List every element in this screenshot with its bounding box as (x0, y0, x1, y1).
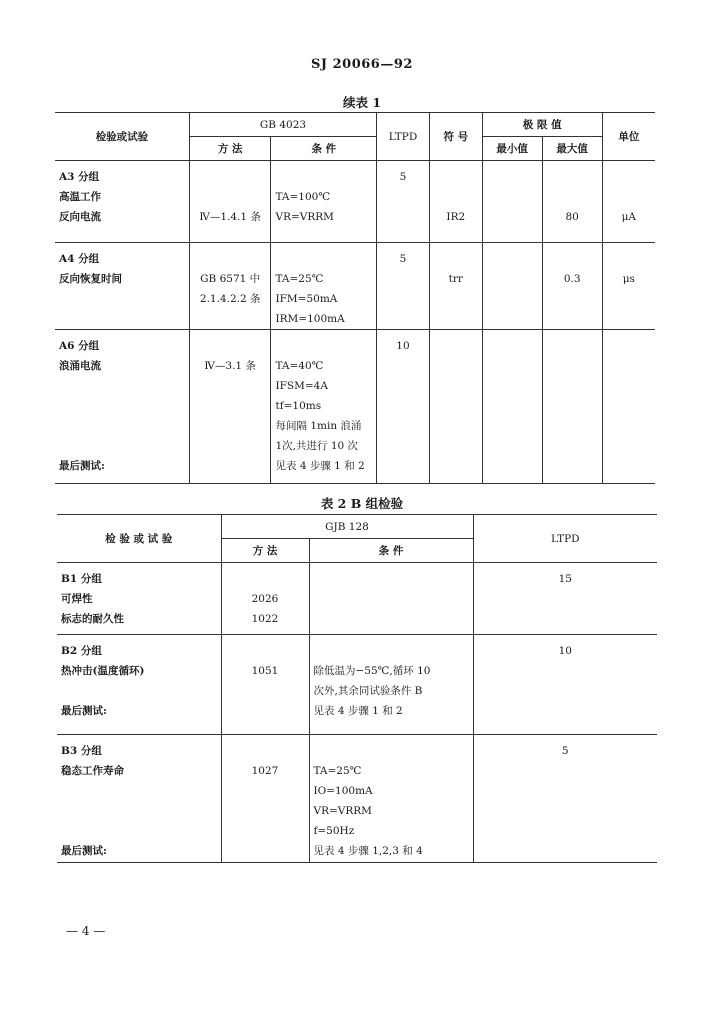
a6-min (482, 330, 542, 484)
b2-condition: 除低温为−55℃,循环 10 次外,其余同试验条件 B 见表 4 步骤 1 和 2 (309, 635, 473, 735)
b1-method: 2026 1022 (221, 563, 309, 635)
t2-row-b2 (57, 635, 657, 735)
a4-ltpd: 5 (377, 243, 430, 330)
a6-unit (602, 330, 655, 484)
a6-ltpd: 10 (377, 330, 430, 484)
a3-max: 80 (542, 161, 602, 243)
table1 (55, 112, 655, 484)
a4-method: GB 6571 中 2.1.4.2.2 条 (189, 243, 271, 330)
t1-header-unit: 单位 (602, 113, 655, 161)
table1-title: 续表 1 (342, 95, 382, 110)
table2-title: 表 2 B 组检验 (320, 496, 404, 511)
t1-header-group: GB 4023 (189, 113, 376, 137)
a3-min (482, 161, 542, 243)
t2-header-group: GJB 128 (221, 515, 473, 539)
b2-method: 1051 (221, 635, 309, 735)
a6-method: Ⅳ—3.1 条 (189, 330, 271, 484)
a4-item: A4 分组 反向恢复时间 (55, 243, 189, 330)
b3-item: B3 分组 稳态工作寿命 最后测试: (57, 735, 221, 863)
a3-item: A3 分组 高温工作 反向电流 (55, 161, 189, 243)
a4-max: 0.3 (542, 243, 602, 330)
b1-ltpd: 15 (473, 563, 657, 635)
a4-min (482, 243, 542, 330)
a6-condition: TA=40℃ IFSM=4A tf=10ms 每间隔 1min 浪涌 1次,共进行 10 次 见表 4 步骤 1 和 2 (271, 330, 377, 484)
b2-ltpd: 10 (473, 635, 657, 735)
t1-header-ltpd: LTPD (377, 113, 430, 161)
a6-max (542, 330, 602, 484)
a3-condition: TA=100℃ VR=VRRM (271, 161, 377, 243)
t1-header-method: 方 法 (189, 137, 271, 161)
a3-symbol: IR2 (429, 161, 482, 243)
b3-condition: TA=25℃ IO=100mA VR=VRRM f=50Hz 见表 4 步骤 1,2,3 和 4 (309, 735, 473, 863)
b1-item: B1 分组 可焊性 标志的耐久性 (57, 563, 221, 635)
a4-unit: μs (602, 243, 655, 330)
t1-row-a4 (55, 243, 655, 330)
page-number: — 4 — (66, 924, 106, 938)
standard-number: SJ 20066—92 (311, 57, 413, 72)
t2-row-b1 (57, 563, 657, 635)
t2-header-ltpd: LTPD (473, 515, 657, 563)
t1-header-item: 检验或试验 (55, 113, 189, 161)
b1-condition (309, 563, 473, 635)
t1-header-condition: 条 件 (271, 137, 377, 161)
t2-header-method: 方 法 (221, 539, 309, 563)
t2-header-item: 检 验 或 试 验 (57, 515, 221, 563)
t1-header-max: 最大值 (542, 137, 602, 161)
t1-header-min: 最小值 (482, 137, 542, 161)
a4-condition: TA=25℃ IFM=50mA IRM=100mA (271, 243, 377, 330)
t1-header-symbol: 符 号 (429, 113, 482, 161)
a4-symbol: trr (429, 243, 482, 330)
a6-symbol (429, 330, 482, 484)
a3-ltpd: 5 (377, 161, 430, 243)
t1-row-a3 (55, 161, 655, 243)
b3-ltpd: 5 (473, 735, 657, 863)
t2-row-b3 (57, 735, 657, 863)
t1-header-limits: 极 限 值 (482, 113, 602, 137)
table2 (57, 514, 657, 863)
b2-item: B2 分组 热冲击(温度循环) 最后测试: (57, 635, 221, 735)
b3-method: 1027 (221, 735, 309, 863)
t2-header-condition: 条 件 (309, 539, 473, 563)
a3-method: Ⅳ—1.4.1 条 (189, 161, 271, 243)
a6-item: A6 分组 浪涌电流 最后测试: (55, 330, 189, 484)
t1-row-a6 (55, 330, 655, 484)
a3-unit: μA (602, 161, 655, 243)
